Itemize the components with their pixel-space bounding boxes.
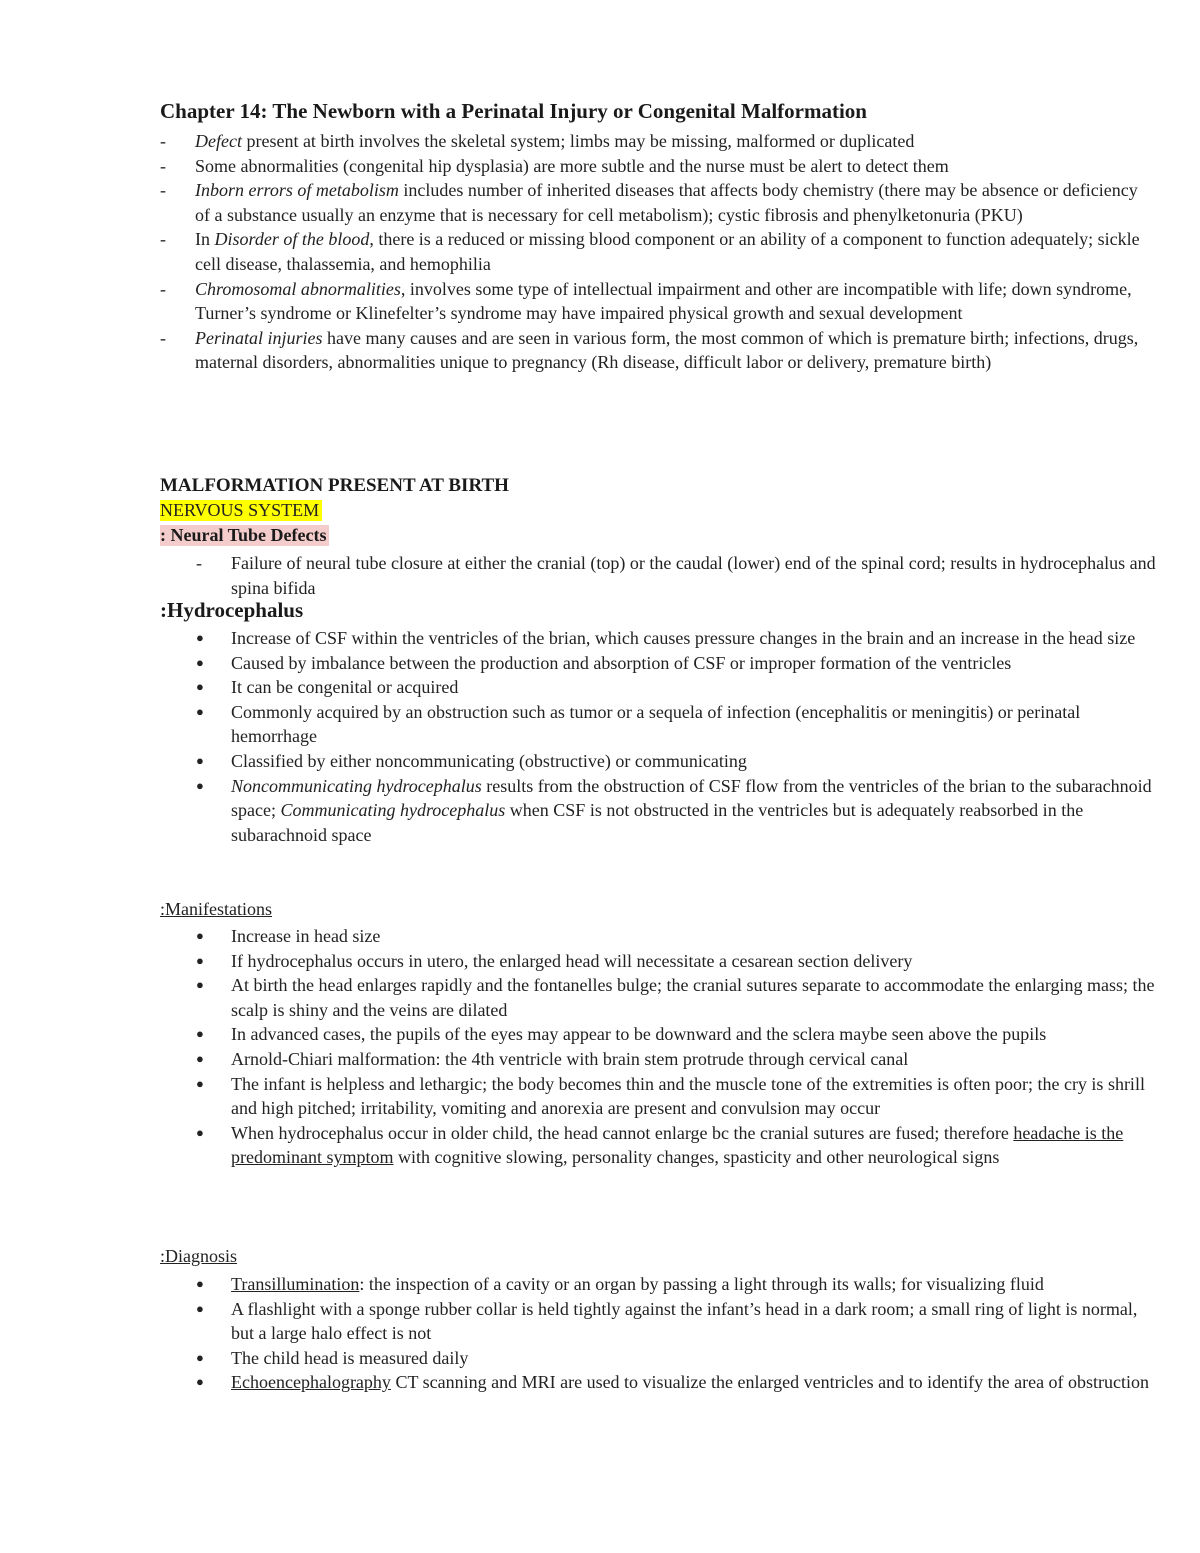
list-item: ● Commonly acquired by an obstruction such as tumor or a sequela of infection (encephalitis or meningitis) or perinatal hemorrhage [196,700,1156,749]
list-item: ● The infant is helpless and lethargic; the body becomes thin and the muscle tone of the extremities is often poor; the cry is shrill and high pitched; irritability, vomiting and anorexia are present and convulsion may occur [196,1072,1156,1121]
diagnosis-list [196,1272,1156,1395]
highlighted-text: : Neural Tube Defects [160,525,329,546]
hydrocephalus-list [196,626,1156,847]
term: Noncommunicating hydrocephalus [231,775,482,796]
list-item: - Failure of neural tube closure at either the cranial (top) or the caudal (lower) end of the spinal cord; results in hydrocephalus and spina bifida [196,551,1156,600]
list-item [160,227,1156,276]
item-text: present at birth involves the skeletal system; limbs may be missing, malformed or duplicated [241,131,915,151]
term: Perinatal injuries [195,327,323,348]
term: Defect [195,131,242,151]
list-item: ● A flashlight with a sponge rubber collar is held tightly against the infant’s head in a dark room; a small ring of light is normal, but a large halo effect is not [196,1297,1156,1346]
underlined-term: Transillumination [231,1274,360,1294]
list-item [196,774,1156,848]
hydrocephalus-heading: :Hydrocephalus [160,598,304,622]
list-item [160,154,1156,179]
list-item [160,178,1156,227]
item-text: , there is a reduced or missing blood component or an ability of a component to function adequately; sickle cell disease, thalassemia, and hemophilia [195,229,1140,274]
item-text: when CSF is not obstructed in the ventricles but is adequately reabsorbed in the subarachnoid space [231,800,1084,845]
item-text: In [195,229,215,250]
highlighted-text: NERVOUS SYSTEM [160,500,322,521]
intro-list [160,129,1156,375]
malformation-heading: MALFORMATION PRESENT AT BIRTH [160,475,509,496]
list-item: ● In advanced cases, the pupils of the eyes may appear to be downward and the sclera maybe seen above the pupils [196,1022,1156,1047]
item-text: When hydrocephalus occur in older child, the head cannot enlarge bc the cranial sutures are fused; therefore [231,1122,1014,1143]
item-text: have many causes and are seen in various form, the most common of which is premature birth; infections, drugs, maternal disorders, abnormalities unique to pregnancy (Rh disease, difficult labor or delivery, premature birth) [195,327,1139,373]
neural-tube-list [196,551,1156,600]
list-item [160,129,1156,154]
item-text: : the inspection of a cavity or an organ by passing a light through its walls; for visualizing fluid [359,1274,1044,1294]
item-text: includes number of inherited diseases that affects body chemistry (there may be absence or deficiency of a substance usually an enzyme that is necessary for cell metabolism); cystic fibrosis and phenylketonuria (PKU) [195,180,1138,225]
list-item: ● If hydrocephalus occurs in utero, the enlarged head will necessitate a cesarean section delivery [196,949,1156,974]
item-text: CT scanning and MRI are used to visualize the enlarged ventricles and to identify the area of obstruction [390,1372,1150,1393]
term: Disorder of the blood [214,229,370,250]
list-item: ● Classified by either noncommunicating (obstructive) or communicating [196,749,1156,774]
list-item [196,1370,1156,1395]
list-item: ● At birth the head enlarges rapidly and the fontanelles bulge; the cranial sutures separate to accommodate the enlarging mass; the scalp is shiny and the veins are dilated [196,973,1156,1022]
list-item: ● Increase in head size [196,924,1156,949]
term: Inborn errors of metabolism [195,180,399,201]
list-item: ● Caused by imbalance between the production and absorption of CSF or improper formation of the ventricles [196,651,1156,676]
manifestations-list [196,924,1156,1170]
item-text: results from the obstruction of CSF flow from the ventricles of the brian to the subarachnoid space; [231,775,1152,821]
list-item [160,326,1156,375]
item-text: , involves some type of intellectual impairment and other are incompatible with life; down syndrome, Turner’s syndrome or Klinefelter’s syndrome may have impaired physical growth and sexual development [195,278,1132,324]
list-item [196,1272,1156,1297]
diagnosis-heading: :Diagnosis [160,1246,238,1266]
underlined-term: Echoencephalography [231,1372,391,1393]
list-item: ● The child head is measured daily [196,1346,1156,1371]
chapter-title: Chapter 14: The Newborn with a Perinatal Injury or Congenital Malformation [160,99,867,123]
list-item: ● Arnold-Chiari malformation: the 4th ventricle with brain stem protrude through cervical canal [196,1047,1156,1072]
item-text: Some abnormalities (congenital hip dysplasia) are more subtle and the nurse must be alert to detect them [195,155,949,176]
item-text: with cognitive slowing, personality changes, spasticity and other neurological signs [393,1147,1000,1168]
term: Chromosomal abnormalities [195,278,401,299]
manifestations-heading: :Manifestations [160,899,272,919]
list-item: ● It can be congenital or acquired [196,675,1156,700]
nervous-system-heading [160,500,1156,521]
list-item: ● Increase of CSF within the ventricles of the brian, which causes pressure changes in the brain and an increase in the head size [196,626,1156,651]
list-item [160,277,1156,326]
neural-tube-defects-heading [160,525,1156,546]
list-item [196,1121,1156,1170]
term: Communicating hydrocephalus [280,800,506,821]
underlined-text: headache is the predominant symptom [231,1122,1124,1168]
